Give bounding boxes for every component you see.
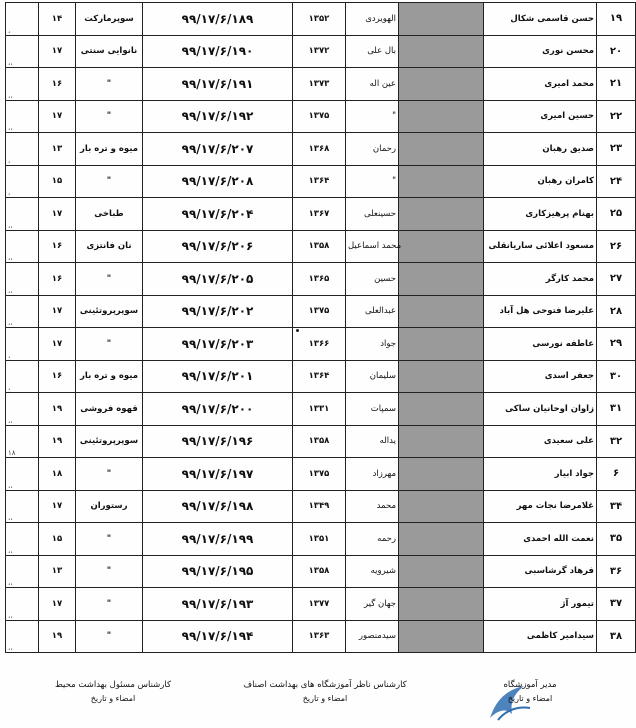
row-redacted-cell — [399, 425, 484, 458]
row-mark: ،، — [6, 35, 39, 68]
row-redacted-cell — [399, 328, 484, 361]
row-number: ۲۷ — [597, 263, 636, 296]
row-birth-year: ۱۳۵۸ — [293, 230, 346, 263]
row-mark: ، — [6, 3, 39, 36]
row-birth-year: ۱۳۵۱ — [293, 523, 346, 556]
row-birth-year: ۱۳۶۳ — [293, 620, 346, 653]
table-row — [6, 263, 636, 296]
row-mark: ،، — [6, 555, 39, 588]
row-birth-year: ۱۳۶۴ — [293, 360, 346, 393]
row-redacted-cell — [399, 68, 484, 101]
row-number: ۲۶ — [597, 230, 636, 263]
row-code: ۹۹/۱۷/۶/۱۸۹ — [143, 3, 293, 36]
row-number: ۶ — [597, 458, 636, 491]
row-code: ۹۹/۱۷/۶/۱۹۸ — [143, 490, 293, 523]
row-birth-year: ۱۳۶۵ — [293, 263, 346, 296]
table-row — [6, 3, 636, 36]
row-birth-year: ۱۳۷۵ — [293, 100, 346, 133]
row-name: مسعود اعلائی ساریانقلی — [484, 230, 597, 263]
row-age: ۱۷ — [39, 35, 76, 68]
signature-supervisor — [220, 678, 430, 706]
row-job: نانوایی سنتی — [76, 35, 143, 68]
row-birth-year: ۱۳۳۱ — [293, 393, 346, 426]
row-birth-year: ۱۳۶۸ — [293, 133, 346, 166]
row-age: ۱۵ — [39, 523, 76, 556]
row-birth-year: ۱۳۷۷ — [293, 588, 346, 621]
row-redacted-cell — [399, 165, 484, 198]
table-row — [6, 458, 636, 491]
table-row — [6, 165, 636, 198]
row-mark: ، — [6, 133, 39, 166]
row-father-name: عبدالعلی — [346, 295, 399, 328]
row-code: ۹۹/۱۷/۶/۲۰۱ — [143, 360, 293, 393]
row-job: " — [76, 555, 143, 588]
row-age: ۱۹ — [39, 620, 76, 653]
row-father-name: یداله — [346, 425, 399, 458]
row-mark: ۱۸ — [6, 425, 39, 458]
row-name: محسن نوری — [484, 35, 597, 68]
row-number: ۲۱ — [597, 68, 636, 101]
row-father-name: سمپات — [346, 393, 399, 426]
row-birth-year: ۱۳۵۸ — [293, 555, 346, 588]
row-redacted-cell — [399, 133, 484, 166]
row-job: " — [76, 68, 143, 101]
row-redacted-cell — [399, 620, 484, 653]
table-row — [6, 100, 636, 133]
row-age: ۱۳ — [39, 133, 76, 166]
table-row — [6, 555, 636, 588]
row-number: ۲۲ — [597, 100, 636, 133]
table-row — [6, 295, 636, 328]
stray-dot — [296, 329, 299, 332]
row-father-name: رحمان — [346, 133, 399, 166]
row-birth-year: ۱۳۶۶ — [293, 328, 346, 361]
row-job: " — [76, 328, 143, 361]
row-job: میوه و تره بار — [76, 133, 143, 166]
row-number: ۳۵ — [597, 523, 636, 556]
row-number: ۳۰ — [597, 360, 636, 393]
row-number: ۳۱ — [597, 393, 636, 426]
row-birth-year: ۱۳۶۷ — [293, 198, 346, 231]
row-age: ۱۷ — [39, 100, 76, 133]
row-number: ۳۶ — [597, 555, 636, 588]
row-name: سیدامیر کاظمی — [484, 620, 597, 653]
row-name: کامران رهبان — [484, 165, 597, 198]
row-redacted-cell — [399, 295, 484, 328]
table-row — [6, 425, 636, 458]
row-name: محمد کارگر — [484, 263, 597, 296]
row-number: ۳۷ — [597, 588, 636, 621]
signature-env-health — [18, 678, 208, 706]
row-age: ۱۵ — [39, 165, 76, 198]
row-name: تیمور آژ — [484, 588, 597, 621]
row-birth-year: ۱۳۷۲ — [293, 35, 346, 68]
row-mark: ،، — [6, 263, 39, 296]
table-row — [6, 360, 636, 393]
row-name: حسن قاسمی شکال — [484, 3, 597, 36]
row-name: جواد ابیار — [484, 458, 597, 491]
row-job: " — [76, 458, 143, 491]
row-redacted-cell — [399, 230, 484, 263]
row-code: ۹۹/۱۷/۶/۱۹۱ — [143, 68, 293, 101]
row-mark: ،، — [6, 523, 39, 556]
row-code: ۹۹/۱۷/۶/۱۹۵ — [143, 555, 293, 588]
table-row — [6, 35, 636, 68]
table-row — [6, 523, 636, 556]
row-code: ۹۹/۱۷/۶/۲۰۷ — [143, 133, 293, 166]
row-redacted-cell — [399, 35, 484, 68]
row-number: ۲۵ — [597, 198, 636, 231]
row-job: سوپرپروتئینی — [76, 425, 143, 458]
row-number: ۲۰ — [597, 35, 636, 68]
table-row — [6, 68, 636, 101]
row-number: ۱۹ — [597, 3, 636, 36]
signature-env-health-sub: امضاء و تاریخ — [90, 694, 136, 703]
row-age: ۱۹ — [39, 425, 76, 458]
row-mark: ، — [6, 360, 39, 393]
row-number: ۳۸ — [597, 620, 636, 653]
row-job: " — [76, 523, 143, 556]
row-code: ۹۹/۱۷/۶/۲۰۸ — [143, 165, 293, 198]
row-father-name: حسین — [346, 263, 399, 296]
row-father-name: محمد — [346, 490, 399, 523]
row-name: غلامرضا نجات مهر — [484, 490, 597, 523]
row-father-name: شیرویه — [346, 555, 399, 588]
row-code: ۹۹/۱۷/۶/۱۹۲ — [143, 100, 293, 133]
row-mark: ،، — [6, 68, 39, 101]
row-number: ۳۲ — [597, 425, 636, 458]
row-mark: ، — [6, 165, 39, 198]
row-code: ۹۹/۱۷/۶/۲۰۲ — [143, 295, 293, 328]
row-redacted-cell — [399, 100, 484, 133]
table-row — [6, 588, 636, 621]
row-code: ۹۹/۱۷/۶/۱۹۷ — [143, 458, 293, 491]
row-name: زاوان اوحانیان ساکی — [484, 393, 597, 426]
row-father-name: بال علی — [346, 35, 399, 68]
row-job: قهوه فروشی — [76, 393, 143, 426]
row-name: علی سعیدی — [484, 425, 597, 458]
row-father-name: عین اله — [346, 68, 399, 101]
table-row — [6, 198, 636, 231]
row-father-name: حسینعلی — [346, 198, 399, 231]
row-code: ۹۹/۱۷/۶/۲۰۰ — [143, 393, 293, 426]
row-code: ۹۹/۱۷/۶/۱۹۶ — [143, 425, 293, 458]
row-mark: ، — [6, 328, 39, 361]
row-job: سوپرمارکت — [76, 3, 143, 36]
row-mark: ،، — [6, 588, 39, 621]
row-father-name: " — [346, 100, 399, 133]
row-code: ۹۹/۱۷/۶/۱۹۹ — [143, 523, 293, 556]
row-name: صدیق رهبان — [484, 133, 597, 166]
row-age: ۱۹ — [39, 393, 76, 426]
row-redacted-cell — [399, 458, 484, 491]
table-row — [6, 328, 636, 361]
row-redacted-cell — [399, 360, 484, 393]
row-number: ۲۴ — [597, 165, 636, 198]
row-job: میوه و تره بار — [76, 360, 143, 393]
row-name: جعفر اسدی — [484, 360, 597, 393]
row-father-name: مهرزاد — [346, 458, 399, 491]
row-redacted-cell — [399, 523, 484, 556]
row-birth-year: ۱۳۷۵ — [293, 295, 346, 328]
row-birth-year: ۱۳۷۳ — [293, 68, 346, 101]
table-row — [6, 393, 636, 426]
signature-principal-sub: امضاء و تاریخ — [507, 694, 553, 703]
row-redacted-cell — [399, 198, 484, 231]
row-father-name: رحمه — [346, 523, 399, 556]
row-name: حسین امیری — [484, 100, 597, 133]
row-father-name: سلیمان — [346, 360, 399, 393]
row-code: ۹۹/۱۷/۶/۱۹۳ — [143, 588, 293, 621]
table-row — [6, 490, 636, 523]
row-age: ۱۶ — [39, 263, 76, 296]
row-code: ۹۹/۱۷/۶/۲۰۶ — [143, 230, 293, 263]
row-mark: ،، — [6, 198, 39, 231]
row-name: نعمت الله احمدی — [484, 523, 597, 556]
row-father-name: جهان گیر — [346, 588, 399, 621]
table-row — [6, 133, 636, 166]
row-age: ۱۶ — [39, 230, 76, 263]
signature-principal — [470, 678, 590, 706]
row-father-name: سیدمنصور — [346, 620, 399, 653]
row-age: ۱۴ — [39, 3, 76, 36]
row-birth-year: ۱۳۵۸ — [293, 425, 346, 458]
row-name: علیرضا فتوحی هل آباد — [484, 295, 597, 328]
row-redacted-cell — [399, 588, 484, 621]
row-number: ۲۸ — [597, 295, 636, 328]
row-code: ۹۹/۱۷/۶/۱۹۰ — [143, 35, 293, 68]
row-age: ۱۷ — [39, 490, 76, 523]
signature-supervisor-sub: امضاء و تاریخ — [302, 694, 348, 703]
row-age: ۱۷ — [39, 198, 76, 231]
row-father-name: الهویردی — [346, 3, 399, 36]
row-code: ۹۹/۱۷/۶/۲۰۴ — [143, 198, 293, 231]
row-job: " — [76, 165, 143, 198]
row-redacted-cell — [399, 3, 484, 36]
row-age: ۱۶ — [39, 360, 76, 393]
row-number: ۲۳ — [597, 133, 636, 166]
row-job: نان فانتزی — [76, 230, 143, 263]
row-job: " — [76, 588, 143, 621]
row-job: رستوران — [76, 490, 143, 523]
row-redacted-cell — [399, 490, 484, 523]
row-birth-year: ۱۳۵۲ — [293, 3, 346, 36]
table-row — [6, 230, 636, 263]
row-redacted-cell — [399, 263, 484, 296]
roster-table — [5, 2, 636, 653]
row-father-name: " — [346, 165, 399, 198]
row-code: ۹۹/۱۷/۶/۲۰۳ — [143, 328, 293, 361]
signature-env-health-title: کارشناس مسئول بهداشت محیط — [54, 680, 172, 690]
row-name: محمد امیری — [484, 68, 597, 101]
row-birth-year: ۱۳۴۹ — [293, 490, 346, 523]
row-age: ۱۸ — [39, 458, 76, 491]
row-number: ۲۹ — [597, 328, 636, 361]
row-redacted-cell — [399, 393, 484, 426]
row-job: " — [76, 263, 143, 296]
row-name: بهنام پرهیزکاری — [484, 198, 597, 231]
table-row — [6, 620, 636, 653]
signature-supervisor-title: کارشناس ناظر آموزشگاه های بهداشت اصناف — [243, 680, 407, 690]
row-father-name: جواد — [346, 328, 399, 361]
row-birth-year: ۱۳۷۵ — [293, 458, 346, 491]
row-age: ۱۷ — [39, 328, 76, 361]
signature-principal-title: مدیر آموزشگاه — [503, 680, 557, 690]
row-mark: ،، — [6, 620, 39, 653]
row-number: ۳۴ — [597, 490, 636, 523]
row-age: ۱۶ — [39, 68, 76, 101]
row-mark: ،، — [6, 458, 39, 491]
row-mark: ،، — [6, 393, 39, 426]
row-code: ۹۹/۱۷/۶/۱۹۴ — [143, 620, 293, 653]
row-mark: ،، — [6, 295, 39, 328]
row-mark: ،، — [6, 230, 39, 263]
row-name: عاطفه نورسی — [484, 328, 597, 361]
signature-footer — [0, 672, 600, 728]
row-job: " — [76, 620, 143, 653]
row-mark: ،، — [6, 490, 39, 523]
row-code: ۹۹/۱۷/۶/۲۰۵ — [143, 263, 293, 296]
row-birth-year: ۱۳۶۴ — [293, 165, 346, 198]
row-age: ۱۷ — [39, 588, 76, 621]
row-name: فرهاد گرشاسبی — [484, 555, 597, 588]
row-job: " — [76, 100, 143, 133]
row-job: طباخی — [76, 198, 143, 231]
row-age: ۱۳ — [39, 555, 76, 588]
row-mark: ،، — [6, 100, 39, 133]
row-father-name: محمد اسماعیل — [346, 230, 399, 263]
row-age: ۱۷ — [39, 295, 76, 328]
row-job: سوپرپروتئینی — [76, 295, 143, 328]
roster-body — [6, 3, 636, 653]
row-redacted-cell — [399, 555, 484, 588]
